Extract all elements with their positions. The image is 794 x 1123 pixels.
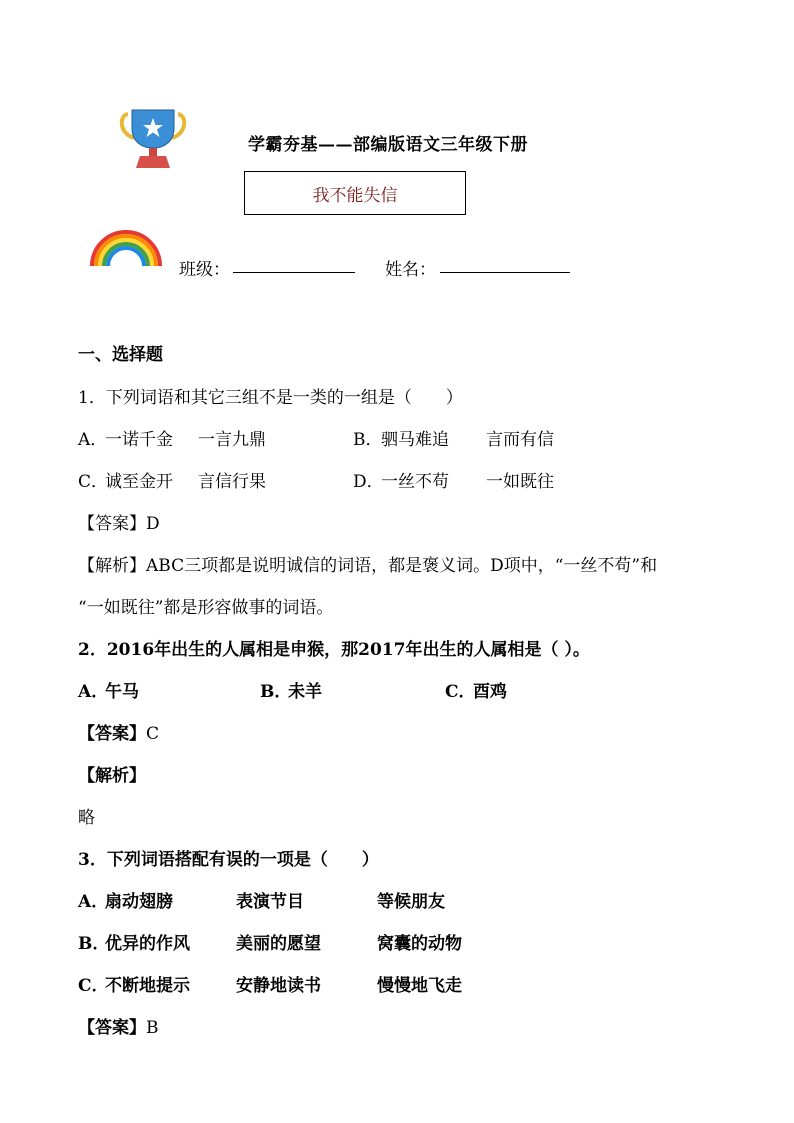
q2-analysis-tag: 【解析】 [78, 766, 146, 786]
answer-tag: 【答案】 [78, 1018, 146, 1038]
q2-option-b-word: 未羊 [288, 682, 322, 702]
q3-option-c-letter: C． [78, 976, 109, 996]
lesson-title-box [244, 171, 466, 215]
q1-option-b-letter: B． [353, 430, 383, 450]
q1-option-a-word-2: 一言九鼎 [198, 430, 266, 450]
q2-answer [78, 719, 159, 744]
q1-option-b-word-2: 言而有信 [486, 430, 554, 450]
q1-option-c-word-1: 诚至金开 [105, 472, 173, 492]
q1-option-d-word-2: 一如既往 [486, 472, 554, 492]
q1-analysis-line-2: “一如既往”都是形容做事的词语。 [78, 598, 334, 618]
q1-option-c-word-2: 言信行果 [198, 472, 266, 492]
question-3-stem: 3．下列词语搭配有误的一项是（ ） [78, 850, 379, 870]
answer-tag: 【答案】 [78, 724, 146, 744]
class-field[interactable] [233, 272, 355, 273]
trophy-icon [118, 108, 188, 170]
q3-option-b-word-3: 窝囊的动物 [377, 934, 462, 954]
q3-option-b-word-1: 优异的作风 [105, 934, 190, 954]
question-2-stem: 2．2016年出生的人属相是申猴，那2017年出生的人属相是（ ）。 [78, 640, 590, 660]
q2-analysis-body: 略 [78, 808, 95, 828]
q1-option-a-word-1: 一诺千金 [105, 430, 173, 450]
q1-option-d-letter: D． [353, 472, 384, 492]
class-label: 班级： [179, 260, 230, 280]
q3-option-a-word-1: 扇动翅膀 [105, 892, 173, 912]
q1-option-b-word-1: 驷马难追 [381, 430, 449, 450]
lesson-title: 我不能失信 [312, 185, 398, 206]
q3-option-c-word-3: 慢慢地飞走 [377, 976, 462, 996]
analysis-line-1: ABC三项都是说明诚信的词语，都是褒义词。D项中，“一丝不苟”和 [146, 556, 658, 576]
q3-option-a-word-3: 等候朋友 [377, 892, 445, 912]
answer-tag: 【答案】 [78, 514, 146, 534]
q3-option-a-word-2: 表演节目 [236, 892, 304, 912]
q1-option-a-letter: A． [78, 430, 108, 450]
q2-option-a-word: 午马 [105, 682, 139, 702]
answer-value: C [146, 724, 160, 744]
rainbow-icon [88, 224, 164, 268]
name-label: 姓名： [385, 260, 436, 280]
q2-option-b-letter: B． [260, 682, 292, 702]
document-title: 学霸夯基——部编版语文三年级下册 [248, 135, 528, 155]
q3-option-c-word-1: 不断地提示 [105, 976, 190, 996]
q3-option-c-word-2: 安静地读书 [236, 976, 321, 996]
q2-option-a-letter: A． [78, 682, 109, 702]
section-title: 一、选择题 [78, 345, 163, 365]
analysis-tag: 【解析】 [78, 556, 146, 576]
name-field[interactable] [440, 272, 570, 273]
q1-answer [78, 509, 160, 534]
answer-value: B [146, 1018, 159, 1038]
answer-value: D [146, 514, 160, 534]
q2-option-c-word: 酉鸡 [473, 682, 507, 702]
q3-answer [78, 1013, 159, 1038]
question-1-stem: 1．下列词语和其它三组不是一类的一组是（ ） [78, 388, 463, 408]
q3-option-a-letter: A． [78, 892, 109, 912]
q1-option-c-letter: C． [78, 472, 109, 492]
q1-option-d-word-1: 一丝不苟 [381, 472, 449, 492]
q3-option-b-word-2: 美丽的愿望 [236, 934, 321, 954]
q1-analysis [78, 551, 657, 576]
q3-option-b-letter: B． [78, 934, 110, 954]
q2-option-c-letter: C． [445, 682, 476, 702]
